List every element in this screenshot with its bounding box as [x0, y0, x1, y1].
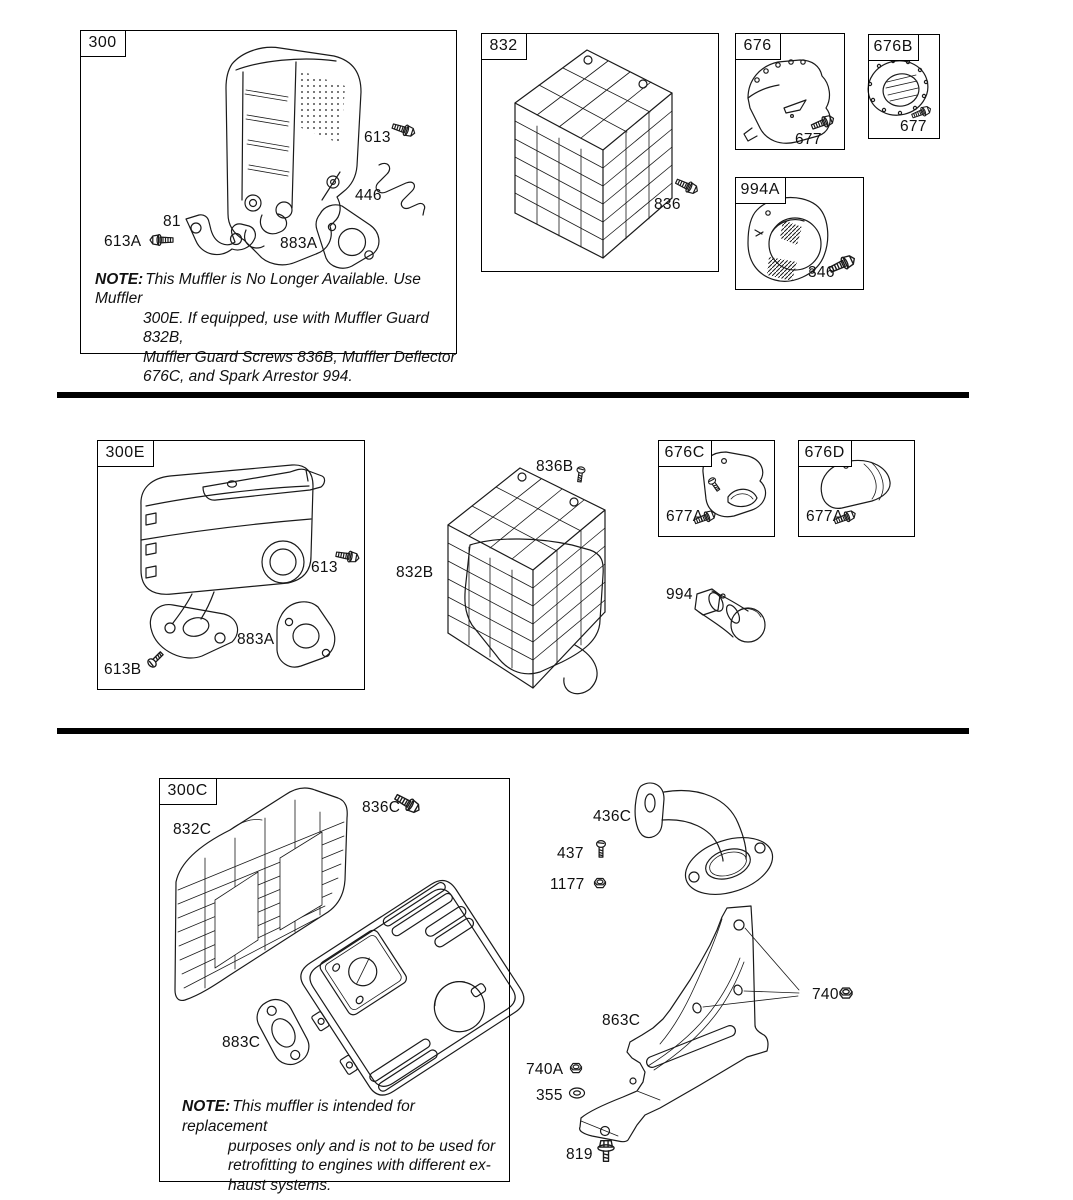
- screw-437-icon: [597, 841, 606, 857]
- callout-613-mid: 613: [311, 559, 338, 576]
- callout-836c: 836C: [362, 799, 401, 816]
- note-label: NOTE:: [182, 1098, 231, 1115]
- callout-740a: 740A: [526, 1061, 564, 1078]
- note-300c-line-1: NOTE: This muffler is intended for replacement: [182, 1098, 415, 1135]
- part-box-tab-300c: 300C: [159, 778, 217, 805]
- callout-819: 819: [566, 1146, 593, 1163]
- callout-883a-mid: 883A: [237, 631, 275, 648]
- part-box-994a: [735, 177, 864, 290]
- part-box-tab-676c: 676C: [658, 440, 712, 467]
- note-label: NOTE:: [95, 271, 144, 288]
- note-300c-line-4: haust systems.: [228, 1177, 332, 1195]
- callout-346: 346: [808, 264, 835, 281]
- callout-883a-top: 883A: [280, 235, 318, 252]
- washer-355-icon: [570, 1088, 585, 1098]
- callout-81: 81: [163, 213, 181, 230]
- callout-994: 994: [666, 586, 693, 603]
- callout-437: 437: [557, 845, 584, 862]
- note-300-line-4: 676C, and Spark Arrestor 994.: [143, 368, 353, 386]
- callout-883c: 883C: [222, 1034, 261, 1051]
- callout-832c: 832C: [173, 821, 212, 838]
- part-box-tab-676b: 676B: [868, 34, 919, 61]
- bolt-819-icon: [598, 1141, 614, 1162]
- part-box-tab-676: 676: [735, 33, 781, 60]
- callout-677a-676d: 677A: [806, 508, 844, 525]
- part-box-tab-676d: 676D: [798, 440, 852, 467]
- part-box-676: [735, 33, 845, 150]
- note-300: [95, 270, 457, 386]
- note-300c-line-2: purposes only and is not to be used for: [228, 1137, 496, 1155]
- callout-446: 446: [355, 187, 382, 204]
- note-300-line-3: Muffler Guard Screws 836B, Muffler Deflector: [143, 348, 456, 366]
- note-300-line-1: NOTE: This Muffler is No Longer Available. Use Muffler: [95, 271, 421, 308]
- note-300c-line-3: retrofitting to engines with different ex-: [228, 1157, 491, 1175]
- callout-677-676: 677: [795, 131, 822, 148]
- nut-740a-icon: [571, 1064, 582, 1073]
- callout-355: 355: [536, 1087, 563, 1104]
- note-300-line-2: 300E. If equipped, use with Muffler Guard 832B,: [143, 309, 430, 347]
- note-300c: [182, 1097, 502, 1196]
- part-box-tab-832: 832: [481, 33, 527, 60]
- part-box-tab-300: 300: [80, 30, 126, 57]
- section-divider-2: [57, 728, 969, 734]
- part-box-tab-300e: 300E: [97, 440, 154, 467]
- callout-836b: 836B: [536, 458, 574, 475]
- screw-836b-icon: [575, 466, 585, 482]
- part-box-832: [481, 33, 719, 272]
- nut-1177-icon: [595, 879, 606, 888]
- callout-677-676b: 677: [900, 118, 927, 135]
- callout-677a-676c: 677A: [666, 508, 704, 525]
- leader-lines-740: [703, 928, 799, 1007]
- callout-613a: 613A: [104, 233, 142, 250]
- section-divider-1: [57, 392, 969, 398]
- callout-740: 740: [812, 986, 839, 1003]
- callout-613b: 613B: [104, 661, 142, 678]
- part-box-tab-994a: 994A: [735, 177, 786, 204]
- callout-613-top: 613: [364, 129, 391, 146]
- callout-436c: 436C: [593, 808, 632, 825]
- callout-863c: 863C: [602, 1012, 641, 1029]
- nut-740-icon: [840, 988, 852, 998]
- spark-arrestor-994-drawing: [695, 589, 765, 642]
- callout-1177: 1177: [550, 876, 585, 893]
- callout-836: 836: [654, 196, 681, 213]
- callout-832b: 832B: [396, 564, 434, 581]
- exhaust-elbow-436c-drawing: [635, 783, 780, 905]
- muffler-guard-832b-drawing: [448, 468, 605, 694]
